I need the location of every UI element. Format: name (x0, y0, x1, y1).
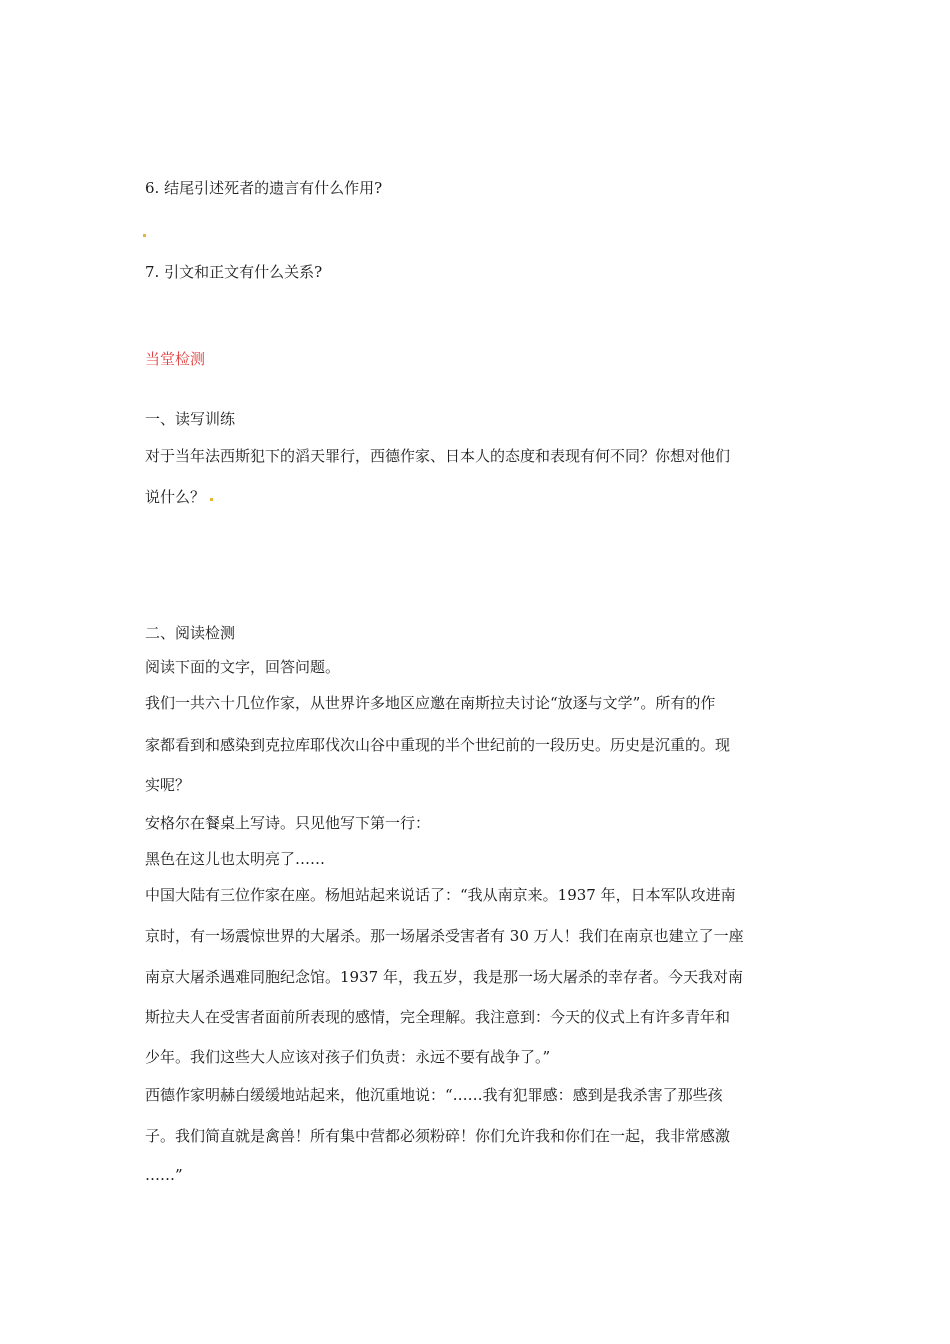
passage-line: ……” (145, 1166, 183, 1184)
part1-line: 对于当年法西斯犯下的滔天罪行，西德作家、日本人的态度和表现有何不同？你想对他们 (145, 447, 731, 465)
passage-line: 黑色在这儿也太明亮了…… (145, 850, 326, 868)
question-6: 6. 结尾引述死者的遗言有什么作用? (145, 179, 383, 197)
part1-title: 一、读写训练 (145, 410, 236, 428)
part1-line: 说什么？ (145, 488, 206, 506)
passage-line: 子。我们简直就是禽兽！所有集中营都必须粉碎！你们允许我和你们在一起，我非常感激 (145, 1127, 731, 1145)
mark-dot (143, 234, 146, 237)
passage-line: 斯拉夫人在受害者面前所表现的感情，完全理解。我注意到：今天的仪式上有许多青年和 (145, 1008, 731, 1026)
passage-line: 家都看到和感染到克拉库耶伐次山谷中重现的半个世纪前的一段历史。历史是沉重的。现 (145, 736, 731, 754)
passage-line: 少年。我们这些大人应该对孩子们负责：永远不要有战争了。” (145, 1048, 551, 1066)
passage-line: 南京大屠杀遇难同胞纪念馆。1937 年，我五岁，我是那一场大屠杀的幸存者。今天我对南 (145, 968, 743, 986)
mark-dot (210, 498, 213, 501)
question-7: 7. 引文和正文有什么关系? (145, 263, 323, 281)
passage-line: 中国大陆有三位作家在座。杨旭站起来说话了：“我从南京来。1937 年，日本军队攻进南 (145, 886, 736, 904)
passage-line: 安格尔在餐桌上写诗。只见他写下第一行： (145, 814, 431, 832)
section-title: 当堂检测 (145, 350, 206, 368)
part2-title: 二、阅读检测 (145, 624, 236, 642)
passage-line: 我们一共六十几位作家，从世界许多地区应邀在南斯拉夫讨论“放逐与文学”。所有的作 (145, 694, 716, 712)
passage-line: 京时，有一场震惊世界的大屠杀。那一场屠杀受害者有 30 万人！我们在南京也建立了一座 (145, 927, 744, 945)
passage-line: 实呢？ (145, 776, 191, 794)
part2-instruction: 阅读下面的文字，回答问题。 (145, 658, 341, 676)
passage-line: 西德作家明赫白缓缓地站起来，他沉重地说：“……我有犯罪感：感到是我杀害了那些孩 (145, 1086, 723, 1104)
